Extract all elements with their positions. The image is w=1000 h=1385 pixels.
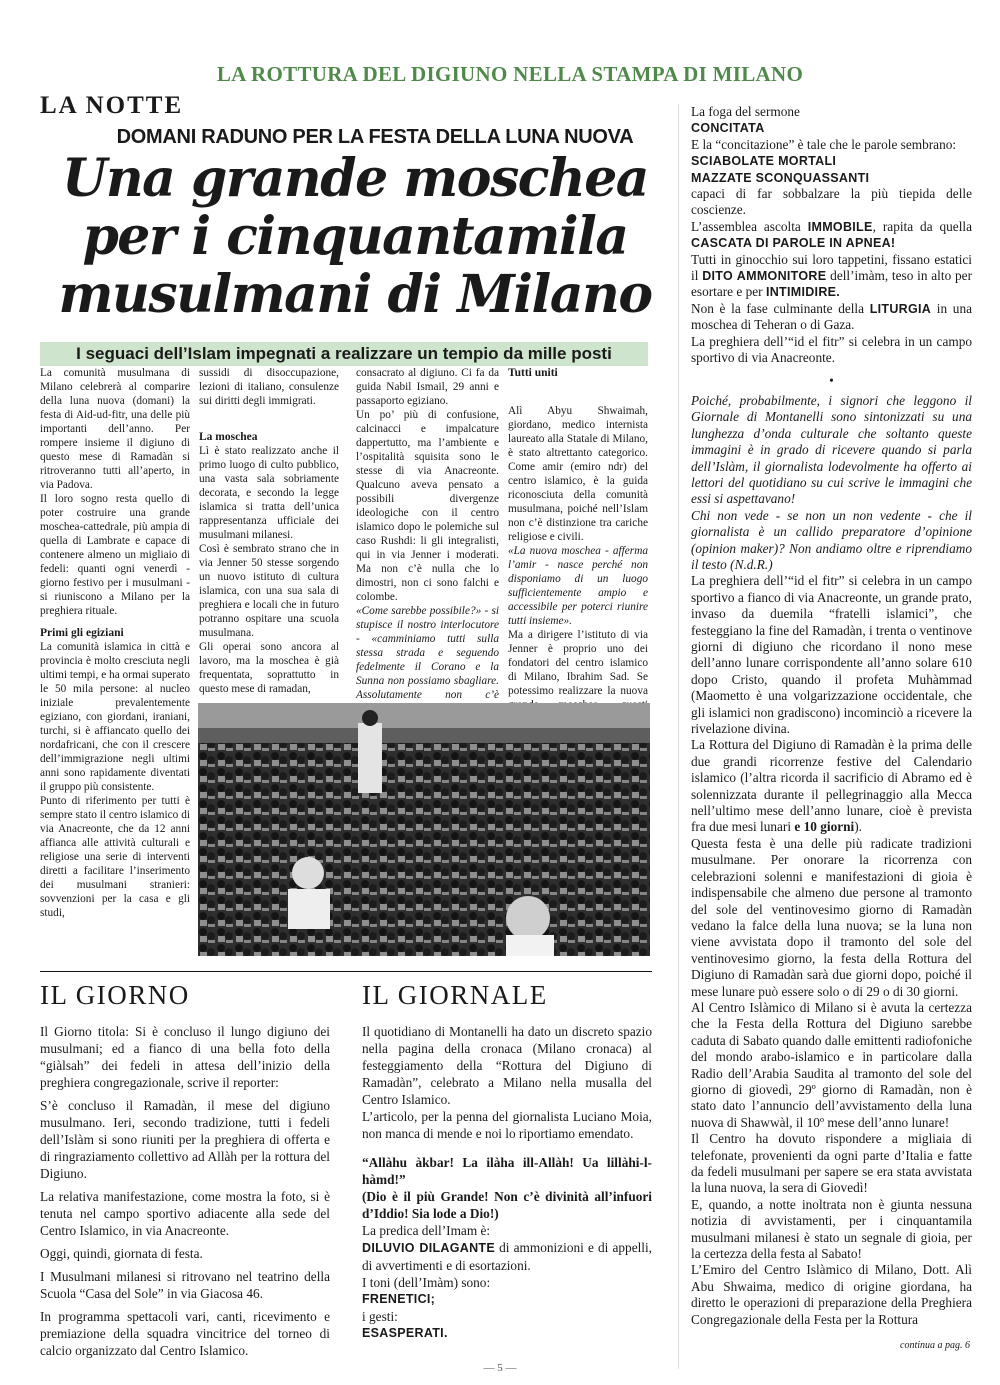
paragraph: L’articolo, per la penna del giornalista Luciano Moia, non manca di mende e noi lo riportiamo emendato. [362,1109,652,1141]
crowd-photo [198,703,650,956]
text: L’assemblea ascolta IMMOBILE, rapita da quella CASCATA DI PAROLE IN APNEA! [691,218,972,251]
paragraph: I toni (dell’Imàm) sono: [362,1275,491,1290]
section-body [362,1023,652,1342]
paragraph: i gesti: [362,1309,398,1324]
paragraph: Lì è stato realizzato anche il primo luogo di culto pubblico, una vasta sala sobriamente decorata, e secondo la legge islamica si tratta dell’unica rappresentanza ufficiale dei musulmani milanesi. [199,445,339,541]
section-il-giornale [362,980,652,1348]
subheading: La moschea [199,431,258,443]
text: Tutti in ginocchio sui loro tappetini, fissano estatici il DITO AMMONITORE dell’imàm, teso in alto per esortare e per INTIMIDIRE. [691,251,972,300]
paragraph: Il Giorno titola: Si è concluso il lungo digiuno dei musulmani; ed a fianco di una bella foto della “giàlsah” dei fedeli in attesa dell’inizio della preghiera congregazionale, scrive il reporter: [40,1024,330,1090]
article-headline [40,150,670,324]
emphasis: DITO AMMONITORE [702,269,827,284]
emphasis: ESASPERATI. [362,1326,448,1340]
emphasis: LITURGIA [869,301,932,316]
paragraph: Alì Abyu Shwaimah, giordano, medico internista laureato alla Statale di Milano, è stato altrettanto categorico. Come amir (emiro ndr) del centro islamico, è la guida riconosciuta della comunità musulmana, poiché nell’Islam non c’è distinzione tra cariche religiose e civili. [508,405,648,543]
editor-note: Chi non vede - se non un non vedente - che il giornalista è un callido preparatore d’opinione (opinion maker)? Non andiamo oltre e riprendiamo il testo (N.d.R.) [691,507,972,572]
paragraph: La comunità musulmana di Milano celebrerà al comparire della luna nuova (domani) la festa di Aid-ud-fitr, una delle più importanti dell’anno. Per rompere insieme il digiuno di questo mese di Ramadàn si ritroveranno tutti all’aperto, in via Padova. [40,367,190,491]
page-number: — 5 — [483,1362,517,1374]
paragraph: La Rottura del Digiuno di Ramadàn è la prima delle due grandi ricorrenze festive del Calendario islamico (l’altra ricorda il sacrificio di Abramo ed è solennizzata durante il pellegrinaggio alla Mecca nell’ultimo mese dell’anno lunare, cioè è prevista fra due mesi lunari e 10 giorni). [691,737,972,835]
paragraph [362,1239,652,1274]
paragraph: Al Centro Islàmico di Milano si è avuta la certezza che la Festa della Rottura del Digiuno sarebbe caduta di Sabato quando dalle emittenti radiofoniche del mondo arabo-islamico e in particolare dalla Radio dell’Arabia Saudita al tramonto del sole del giorno di giovedì, 29º giorno di Ramadàn, non è stato dato l’annuncio dell’avvistamento della luna nuova di Shawwàl, il 10º mese dell’anno lunare! [691,999,972,1130]
crowd-photo-image [198,703,650,956]
subheading: Primi gli egiziani [40,627,124,639]
emphasis: IMMOBILE [807,219,873,234]
emphasis: e 10 giorni [794,819,855,835]
paragraph: consacrato al digiuno. Ci fa da guida Nabil Ismail, 29 anni e passaporto egiziano. [356,367,499,407]
paragraph: Così è sembrato strano che in via Jenner 50 stesse sorgendo un nuovo istituto di cultura islamica, con una sua sala di preghiera e locali che in futuro potranno ospitare una scuola musulmana. [199,543,339,639]
horizontal-rule [40,971,652,972]
headline-line-1: Una grande moschea [62,148,648,209]
paragraph: Questa festa è una delle più radicate tradizioni musulmane. Per onorare la ricorrenza con celebrazioni solenni e manifestazioni di gioia è indispensabile che almeno due persone al tramonto del sole del ventinovesimo giorno di Ramadàn vedano la falce della luna nuova; se la luna non viene avvistata dopo il tramonto del sole del ventinovesimo giorno, la festa della Rottura del Digiuno di Ramadàn sarà due giorni dopo, poiché il mese lunare può essere solo o di 29 o di 30 giorni. [691,835,972,999]
paragraph: Il Centro ha dovuto rispondere a migliaia di telefonate, provenienti da ogni parte d’Italia e fatte da fedeli musulmani per sapere se era stata avvistata la luna nuova, la sera di Giovedì! [691,1131,972,1196]
section-il-giorno [40,980,330,1365]
quote: “Allàhu àkbar! La ilàha ill-Allàh! Ua lillàhi-l-hàmd!” [362,1155,652,1187]
emphasis: DILUVIO DILAGANTE [362,1241,496,1255]
continued-note: continua a pag. 6 [900,1340,970,1351]
paragraph: Un po’ più di confusione, calcinacci e impalcature dappertutto, ma l’ambiente e l’ospitalità squisita sono le stesse di via Anacreonte. Qualcuno aveva pensato a possibili divergenze ideologiche con il centro islamico dopo le polemiche sul caso Rushdi: li gli integralisti, qui in via Jenner i moderati. Ma non c’è nulla che lo dimostri, non ci sono falchi e colombe. [356,409,499,603]
paragraph: La comunità islamica in città e provincia è molto cresciuta negli ultimi tempi, e ha ormai superato le 50 mila persone: al nucleo iniziale prevalentemente egiziano, con giordani, iraniani, turchi, si è affiancato quello dei nordafricani, che con il crescere dell’immigrazione negli ultimi anni sono rapidamente diventati il gruppo più consistente. [40,641,190,793]
section-title: IL GIORNO [40,980,190,1010]
paragraph: E, quando, a notte inoltrata non è giunta nessuna notizia di avvistamenti, per i cinquantamila musulmani milanesi è stato un segnale di gioia, per la certezza della festa al Sabato! [691,1196,972,1262]
headline-line-3: musulmani di Milano [58,264,652,325]
text: La preghiera dell’“id el fitr” si celebra in un campo sportivo di via Anacreonte. [691,333,972,366]
quote-translation: (Dio è il più Grande! Non c’è divinità all’infuori d’Iddio! Sia lode a Dio!) [362,1189,652,1221]
paragraph: Il quotidiano di Montanelli ha dato un discreto spazio nella pagina della cronaca (Milano cronaca) al festeggiamento della “Rottura del Digiuno di Ramadàn”, celebrato a Milano nella musalla del Centro Islamico. [362,1024,652,1107]
paragraph: I Musulmani milanesi si ritrovano nel teatrino della Scuola “Casa del Sole” in via Giacosa 46. [40,1269,330,1301]
emphasis: CONCITATA [691,121,765,136]
article-col-2 [199,366,339,696]
column-rule [678,104,679,1369]
quote: «Come sarebbe possibile?» - si stupisce il nostro interlocutore - «camminiamo tutti sulla stessa strada e seguendo fedelmente il Corano e la Sunna non possiamo sbagliare. Assolutamente non c’è [356,605,499,701]
emphasis: SCIABOLATE MORTALI [691,154,837,169]
emphasis: MAZZATE SCONQUASSANTI [691,170,870,185]
section-body [40,1023,330,1359]
source-la-notte: LA NOTTE [40,92,184,119]
paragraph: S’è concluso il Ramadàn, il mese del digiuno musulmano. Ieri, secondo tradizione, tutti i fedeli dell’Islàm si sono riuniti per la preghiera di offerta e di ringraziamento collettivo ad Allàh per la rottura del Digiuno. [40,1098,330,1181]
editor-note: Poiché, probabilmente, i signori che leggono il Giornale di Montanelli sono sintonizzati su una lunghezza d’onda culturale che soltanto queste immagini è in grado di ricevere quando si parla dell’Islàm, il giornalista lodevolmente ha offerto ai lettori del quotidiano su cui scrive le immagini che essi si aspettavano! [691,392,972,507]
paragraph: L’Emiro del Centro Islàmico di Milano, Dott. Alì Abu Shwaima, medico di origine giordana, ha diretto le operazioni di preparazione della Preghiera Congregazionale della Festa per la Rottura [691,1262,972,1327]
paragraph: Gli operai sono ancora al lavoro, ma la moschea è già frequentata, soprattutto in questo mese di ramadan, [199,641,339,695]
article-col-4 [508,366,648,726]
paragraph: Punto di riferimento per tutti è sempre stato il centro islamico di via Anacreonte, che da 12 anni affianca alle attività culturali e religiose una serie di interventi diretti a facilitare l’inserimento dei musulmani stranieri: sovvenzioni per la casa e gli studi, [40,795,190,919]
paragraph: La preghiera dell’“id el fitr” si celebra in un campo sportivo a fianco di via Anacreonte, un grande prato, invaso da duemila “fratelli islamici”, che festeggiano la fine del Ramadàn, i trenta o ventinove giorni di digiuno che ricordano il nono mese dell’anno lunare corrispondente all’anno solare 610 dopo Cristo, quando il profeta Muhàmmad (Maometto è una volgarizzazione occidentale, che gli islamici non gradiscono) incominciò a ricevere la rivelazione divina. [691,573,972,737]
text: capaci di far sobbalzare la più tiepida delle coscienze. [691,186,972,218]
paragraph: Ma a dirigere l’istituto di via Jenner è proprio uno dei fondatori del centro islamico di Milano, Ibrahim Sad. Se potessimo realizzare la nuova [508,629,648,697]
text: E la “concitazione” è tale che le parole sembrano: [691,136,957,152]
paragraph: sussidi di disoccupazione, lezioni di italiano, consulenze sui diritti degli immigrati. [199,367,339,407]
article-col-3 [356,366,499,716]
paragraph: La relativa manifestazione, come mostra la foto, si è tenuta nel campo sportivo adiacente alla sede del Centro Islamico, in via Anacreonte. [40,1189,330,1238]
paragraph: Il loro sogno resta quello di poter costruire una grande moschea-cattedrale, più ampia di quella di Lambrate e capace di contenere almeno un migliaio di fedeli: quanti ogni venerdì - giorno festivo per i musulmani - si riuniscono a Milano per la preghiera rituale. [40,493,190,617]
paragraph: In programma spettacoli vari, canti, ricevimento e premiazione della squadra vincitrice del torneo di calcio organizzato dal Centro Islamico. [40,1309,330,1358]
emphasis: FRENETICI; [362,1292,436,1306]
headline-line-2: per i cinquantamila [82,206,628,267]
right-column [691,104,972,1328]
article-kicker: DOMANI RADUNO PER LA FESTA DELLA LUNA NUOVA [116,126,634,148]
text: La foga del sermone [691,104,800,119]
page-banner: LA ROTTURA DEL DIGIUNO NELLA STAMPA DI MILANO [216,62,804,86]
bullet-separator: • [829,372,834,388]
text: Non è la fase culminante della LITURGIA in una moschea di Teheran o di Gaza. [691,300,972,333]
article-col-1 [40,366,190,920]
emphasis: INTIMIDIRE. [765,285,841,300]
paragraph: La predica dell’Imam è: [362,1223,491,1238]
quote: «La nuova moschea - afferma l’amir - nasce perché non disponiamo di un luogo sufficientemente ampio e accessibile per poterci riunire tutti insieme». [508,545,648,627]
emphasis: CASCATA DI PAROLE IN APNEA! [691,236,896,251]
text: di ammonizioni e di appelli, di avvertimenti e di esortazioni. [362,1240,652,1273]
article-subhead: I seguaci dell’Islam impegnati a realizzare un tempio da mille posti [40,342,648,366]
paragraph: Oggi, quindi, giornata di festa. [40,1246,203,1261]
subheading: Tutti uniti [508,367,558,379]
section-title: IL GIORNALE [362,980,548,1010]
